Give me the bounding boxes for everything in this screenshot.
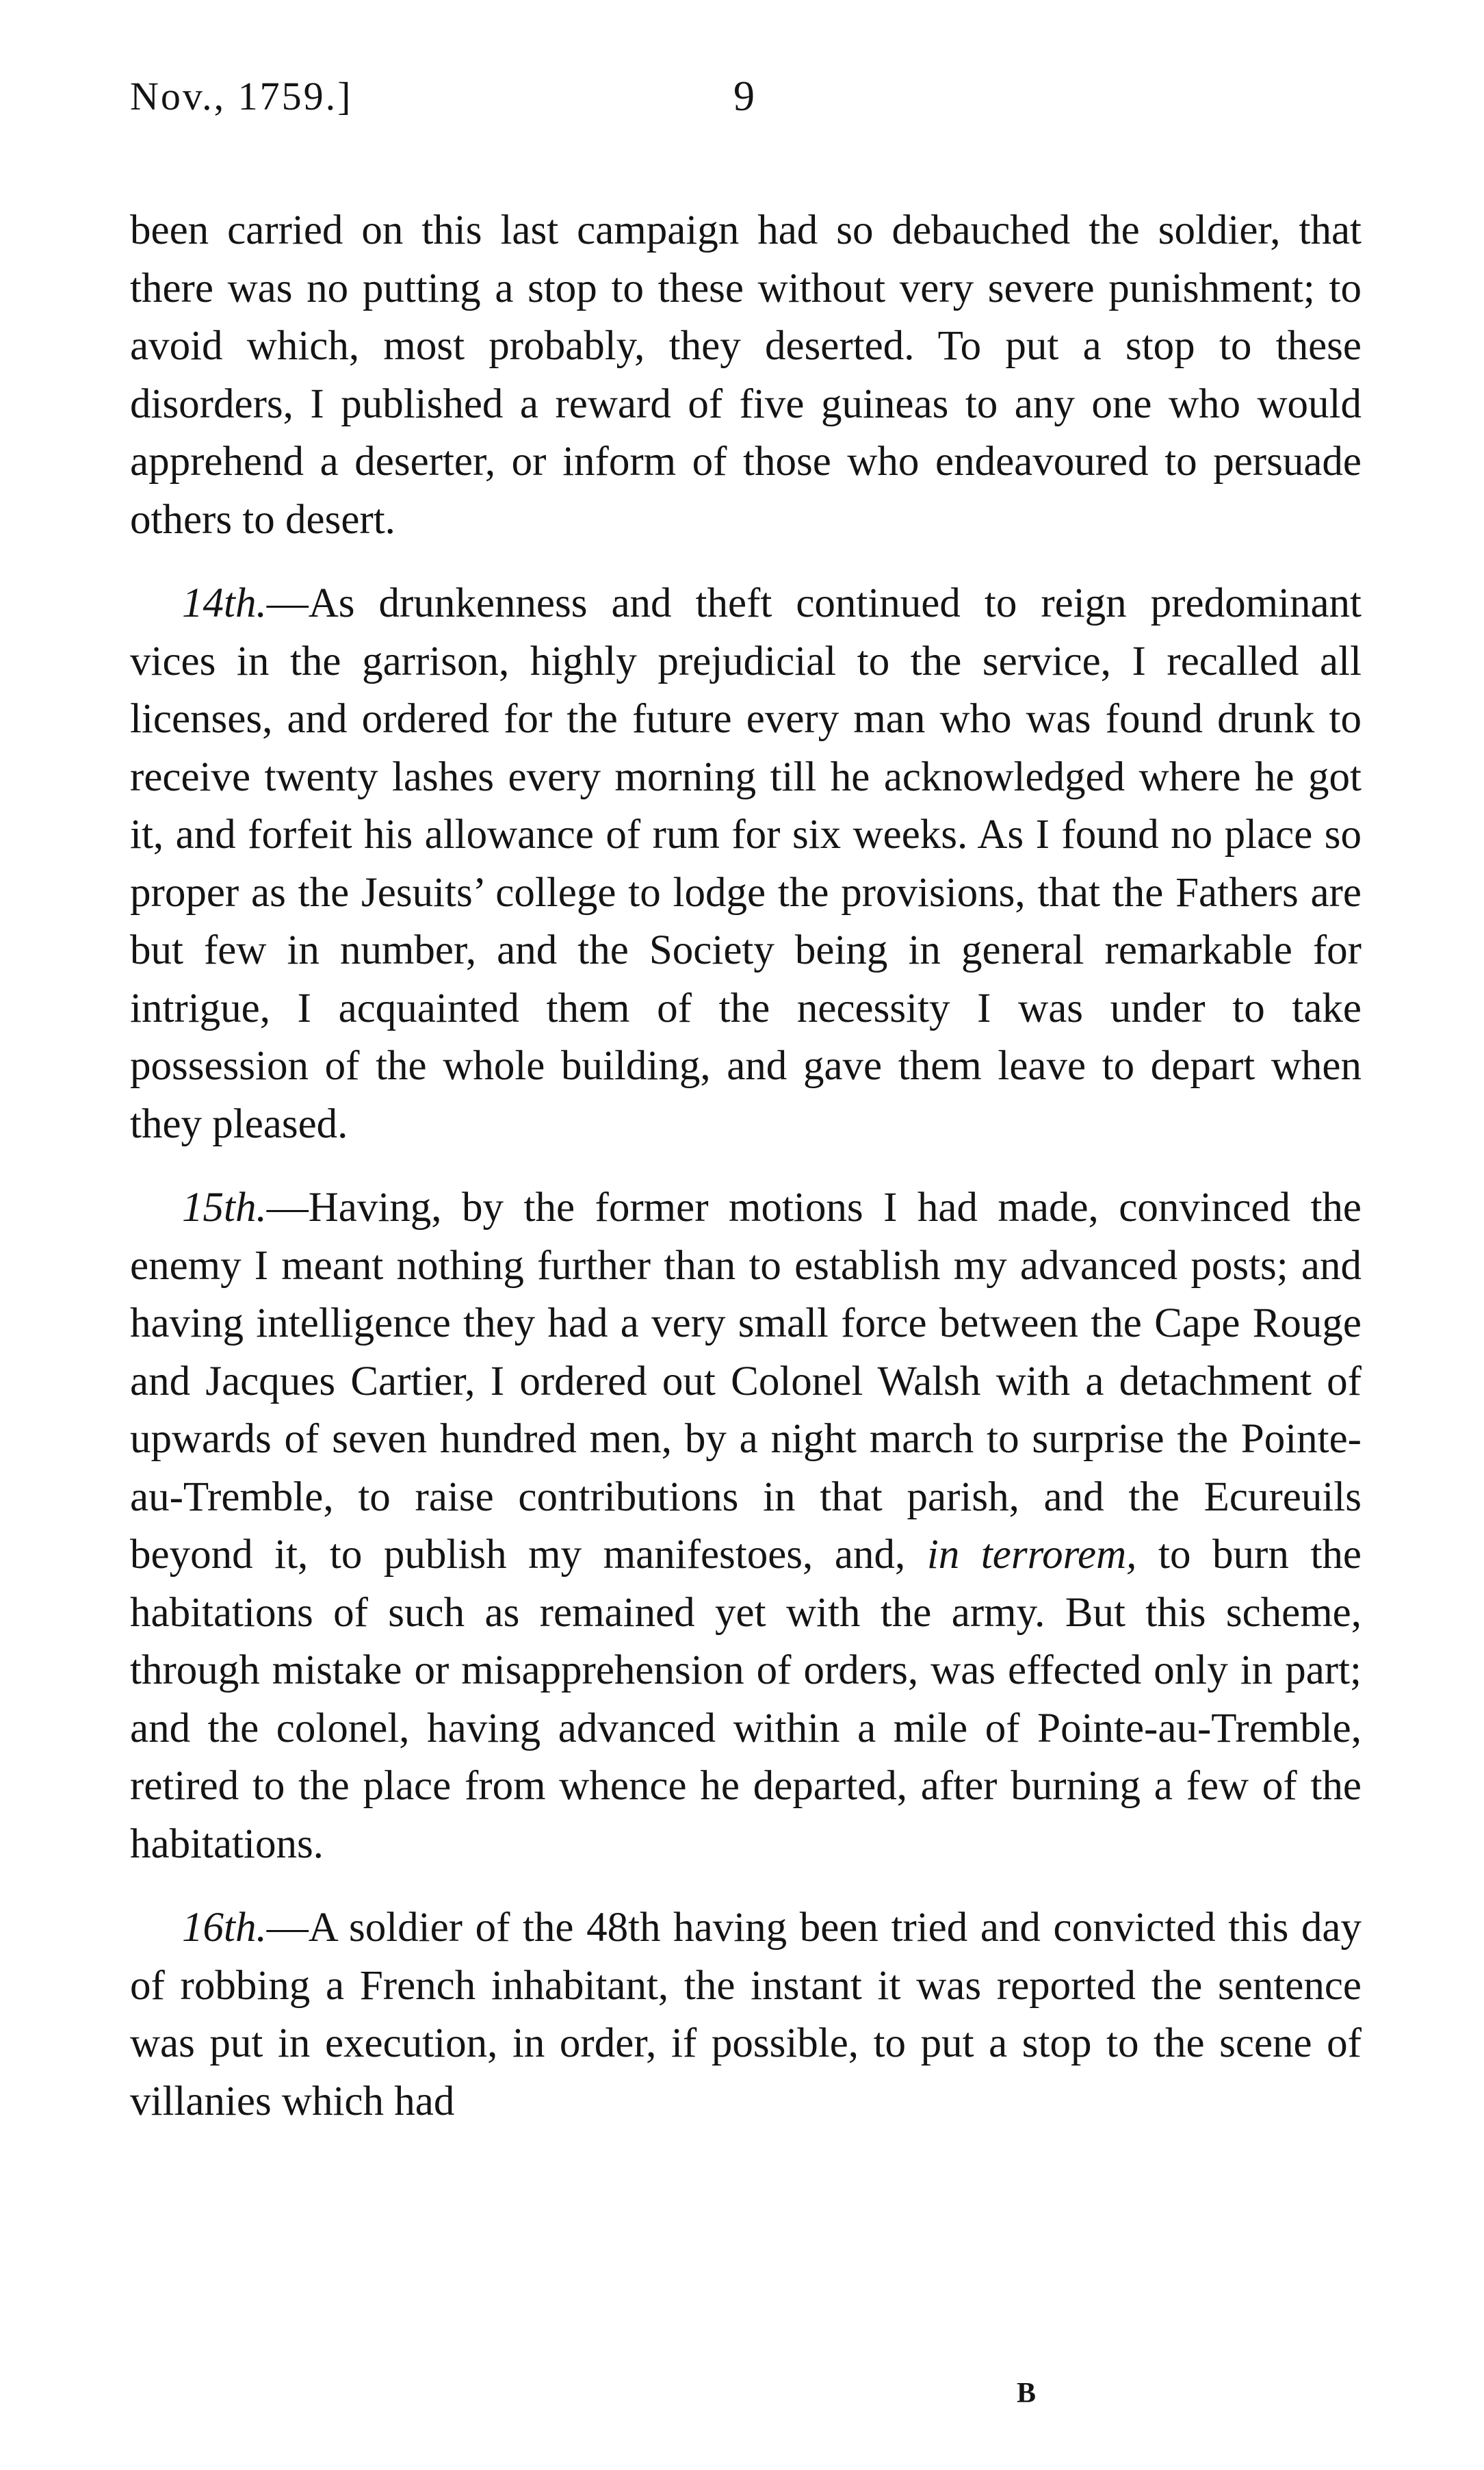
paragraph-16th — [130, 1899, 1362, 2131]
paragraph-text: to burn the habitations of such as remained yet with the army. But this scheme, through mistake or misapprehension of orders, was effected only in part; and the colonel, having advanced within a mile of Pointe-au-Tremble, retired to the place from whence he departed, after burning a few of the habitations. — [130, 1532, 1362, 1867]
paragraph-text: —A soldier of the 48th having been tried and convicted this day of robbing a French inhabitant, the instant it was reported the sentence was put in execution, in order, if possible, to put a stop to the scene of villanies which had — [130, 1905, 1362, 2124]
paragraph-text: been carried on this last campaign had so debauched the soldier, that there was no putting a stop to these without very severe punishment; to avoid which, most probably, they deserted. To put a stop to these disorders, I published a reward of five guineas to any one who would apprehend a deserter, or inform of those who endeavoured to persuade others to desert. — [130, 207, 1362, 543]
paragraph-text: —As drunkenness and theft continued to reign predominant vices in the garrison, highly prejudicial to the service, I recalled all licenses, and ordered for the future every man who was found drunk to receive twenty lashes every morning till he acknowledged where he got it, and forfeit his allowance of rum for six weeks. As I found no place so proper as the Jesuits’ college to lodge the provisions, that the Fathers are but few in number, and the Society being in general remarkable for intrigue, I acquainted them of the necessity I was under to take possession of the whole building, and gave them leave to depart when they pleased. — [130, 580, 1362, 1147]
latin-phrase: in terrorem, — [926, 1532, 1137, 1578]
page-number: 9 — [733, 73, 755, 120]
signature-mark: B — [1017, 2378, 1038, 2409]
entry-date: 15th. — [182, 1185, 267, 1231]
paragraph-15th — [130, 1179, 1362, 1873]
entry-date: 14th. — [182, 580, 267, 626]
paragraph-continuation — [130, 202, 1362, 549]
entry-date: 16th. — [182, 1905, 267, 1951]
paragraph-14th — [130, 575, 1362, 1153]
body-text — [130, 202, 1362, 2131]
running-head: Nov., 1759.] — [130, 74, 353, 118]
paragraph-text: —Having, by the former motions I had made, convinced the enemy I meant nothing further than to establish my advanced posts; and having intelligence they had a very small force between the Cape Rouge and Jacques Cartier, I ordered out Colonel Walsh with a detachment of upwards of seven hundred men, by a night march to surprise the Pointe-au-Tremble, to raise contributions in that parish, and the Ecureuils beyond it, to publish my manifestoes, and, — [130, 1185, 1362, 1578]
